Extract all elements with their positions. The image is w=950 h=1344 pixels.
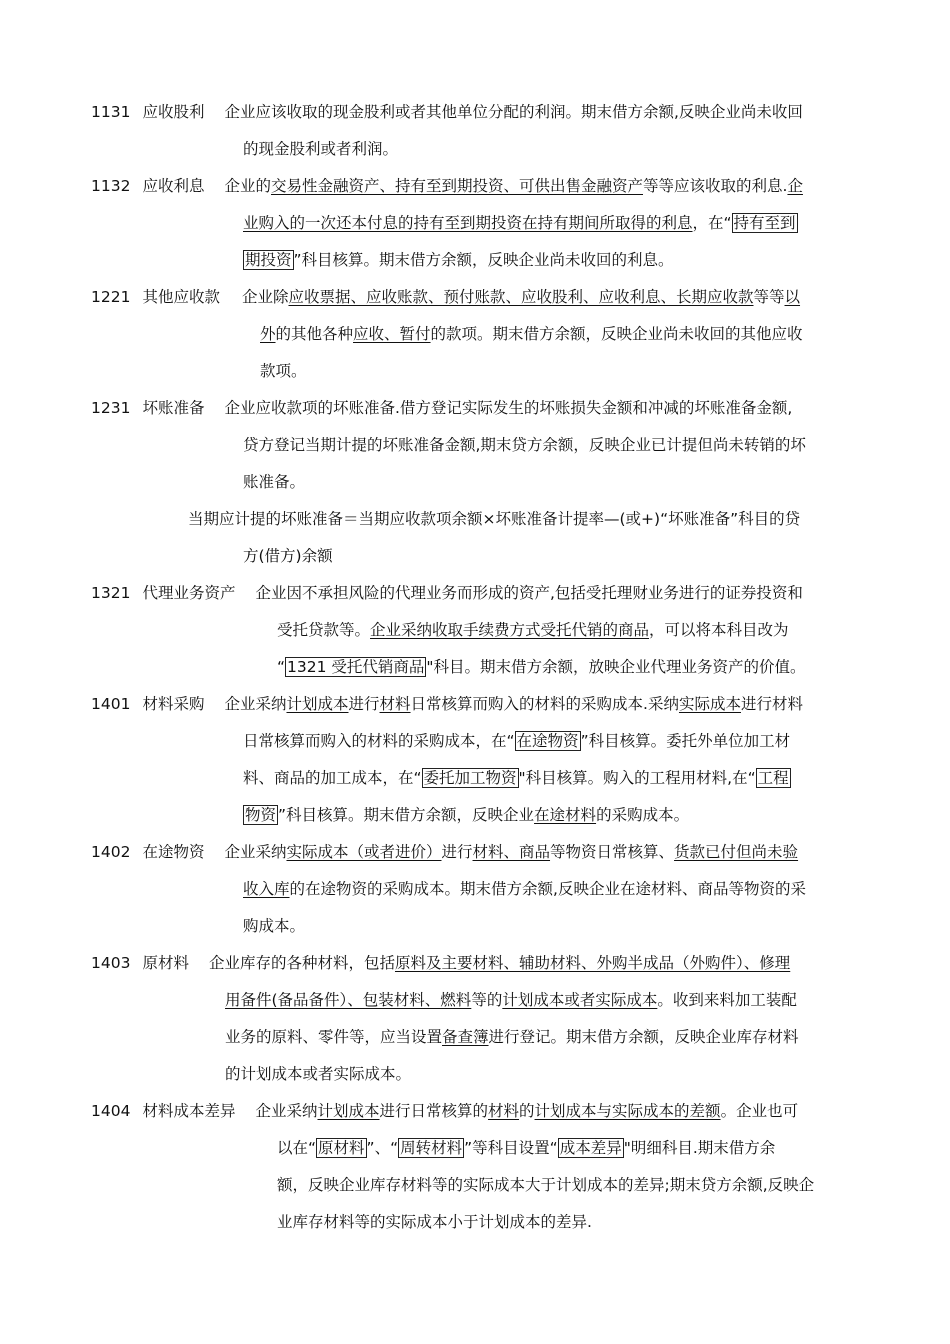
description-text: 业库存材料等的实际成本小于计划成本的差异. bbox=[277, 1213, 592, 1231]
underlined-term: 计划成本或者实际成本 bbox=[502, 991, 658, 1009]
description-text: 的采购成本。 bbox=[596, 806, 690, 824]
description-text: 购成本。 bbox=[243, 917, 306, 935]
description-text: 的计划成本或者实际成本。 bbox=[225, 1065, 412, 1083]
description-text: ”科目核算。期末借方余额，反映企业 bbox=[278, 806, 535, 824]
description-text: 企业除 bbox=[241, 288, 289, 306]
description-text: 企业采纳 bbox=[224, 843, 287, 861]
description-text: ”、“ bbox=[366, 1139, 399, 1157]
description-text: 。企业也可 bbox=[720, 1102, 799, 1120]
underlined-term: 材料 bbox=[379, 695, 411, 713]
description-text: 进行材料 bbox=[740, 695, 803, 713]
description-text: "科目。期末借方余额，放映企业代理业务资产的价值。 bbox=[426, 658, 806, 676]
underlined-term: 应收票据、应收账款、预付账款、应收股利、应收利息、长期应收款 bbox=[288, 288, 754, 306]
description-text: 料、商品的加工成本，在“ bbox=[243, 769, 422, 787]
description-text: 账准备。 bbox=[243, 473, 306, 491]
underlined-term: 应收、暂付 bbox=[353, 325, 431, 343]
boxed-term: 工程 bbox=[757, 769, 789, 787]
entry-1231 bbox=[91, 390, 861, 575]
boxed-term: 持有至到 bbox=[733, 214, 796, 232]
boxed-term: 周转材料 bbox=[400, 1139, 463, 1157]
description-text: 受托贷款等。 bbox=[277, 621, 371, 639]
description-text: 额，反映企业库存材料等的实际成本大于计划成本的差异;期末贷方余额,反映企 bbox=[277, 1176, 815, 1194]
description-text: 的 bbox=[519, 1102, 535, 1120]
underlined-term: 计划成本 bbox=[317, 1102, 380, 1120]
underlined-term: 计划成本与实际成本的差额 bbox=[534, 1102, 721, 1120]
underlined-term: 收入库 bbox=[243, 880, 290, 898]
account-code: 1402 bbox=[91, 843, 131, 861]
description-text: 企业的 bbox=[224, 177, 271, 195]
underlined-term: 企 bbox=[787, 177, 803, 195]
account-name: 其他应收款 bbox=[142, 288, 220, 306]
account-name: 应收股利 bbox=[142, 103, 205, 121]
formula-text: 当期应计提的坏账准备＝当期应收款项余额×坏账准备计提率—(或+)“坏账准备”科目的贷 bbox=[188, 510, 801, 528]
entry-1404 bbox=[91, 1093, 861, 1241]
underlined-term: 实际成本 bbox=[678, 695, 741, 713]
description-text: 日常核算而购入的材料的采购成本.采纳 bbox=[410, 695, 679, 713]
account-code: 1403 bbox=[91, 954, 131, 972]
description-text: 进行 bbox=[441, 843, 473, 861]
account-name: 坏账准备 bbox=[142, 399, 205, 417]
description-text: 以在“ bbox=[277, 1139, 317, 1157]
account-code: 1221 bbox=[91, 288, 131, 306]
description-text: "明细科目.期末借方余 bbox=[623, 1139, 776, 1157]
description-text: 进行 bbox=[348, 695, 380, 713]
description-text: “ bbox=[277, 658, 286, 676]
account-name: 原材料 bbox=[142, 954, 189, 972]
boxed-term: 委托加工物资 bbox=[423, 769, 517, 787]
underlined-term: 备查簿 bbox=[442, 1028, 489, 1046]
description-text: 进行登记。期末借方余额，反映企业库存材料 bbox=[488, 1028, 799, 1046]
description-text: 日常核算而购入的材料的采购成本，在“ bbox=[243, 732, 515, 750]
account-code: 1231 bbox=[91, 399, 131, 417]
description-text: 企业采纳 bbox=[224, 695, 287, 713]
boxed-term: 物资 bbox=[245, 806, 277, 824]
description-text: 企业应该收取的现金股利或者其他单位分配的利润。期末借方余额,反映企业尚未收回 bbox=[224, 103, 803, 121]
account-name: 应收利息 bbox=[142, 177, 205, 195]
description-text: "科目核算。购入的工程用材料,在“ bbox=[518, 769, 756, 787]
underlined-term: 材料、商品 bbox=[472, 843, 551, 861]
description-text: 进行日常核算的 bbox=[379, 1102, 489, 1120]
underlined-term: 原料及主要材料、辅助材料、外购半成品（外购件）、修理 bbox=[394, 954, 791, 972]
account-code: 1131 bbox=[91, 103, 131, 121]
entry-1321 bbox=[91, 575, 861, 686]
underlined-term: 计划成本 bbox=[286, 695, 349, 713]
underlined-term: 外 bbox=[260, 325, 276, 343]
boxed-term: 期投资 bbox=[245, 251, 292, 269]
underlined-term: 用备件(备品备件）、包装材料、燃料 bbox=[225, 991, 472, 1009]
underlined-term: 以 bbox=[784, 288, 801, 306]
account-code: 1321 bbox=[91, 584, 131, 602]
description-text: 贷方登记当期计提的坏账准备金额,期末贷方余额，反映企业已计提但尚未转销的坏 bbox=[243, 436, 806, 454]
description-text: 的款项。期末借方余额，反映企业尚未收回的其他应收 bbox=[430, 325, 803, 343]
description-text: 。收到来料加工装配 bbox=[657, 991, 797, 1009]
account-name: 在途物资 bbox=[142, 843, 205, 861]
description-text: 等等应该收取的利息. bbox=[643, 177, 788, 195]
description-text: ，可以将本科目改为 bbox=[649, 621, 789, 639]
underlined-term: 企业采纳收取手续费方式受托代销的商品 bbox=[370, 621, 650, 639]
underlined-term: 业购入的一次还本付息的持有至到期投资在持有期间所取得的利息 bbox=[243, 214, 693, 232]
underlined-term: 在途材料 bbox=[534, 806, 597, 824]
entry-1132 bbox=[91, 168, 861, 279]
boxed-term: 成本差异 bbox=[559, 1139, 622, 1157]
entry-1131 bbox=[91, 94, 861, 168]
description-text: ，在“ bbox=[692, 214, 732, 232]
description-text: 企业采纳 bbox=[255, 1102, 318, 1120]
description-text: 等等 bbox=[753, 288, 785, 306]
description-text: 等物资日常核算、 bbox=[550, 843, 675, 861]
description-text: ”科目核算。期末借方余额，反映企业尚未收回的利息。 bbox=[293, 251, 674, 269]
description-text: 款项。 bbox=[260, 362, 307, 380]
boxed-term: 原材料 bbox=[318, 1139, 365, 1157]
account-name: 代理业务资产 bbox=[142, 584, 236, 602]
entry-1401 bbox=[91, 686, 861, 834]
description-text: 等的 bbox=[471, 991, 503, 1009]
formula-text: 方(借方)余额 bbox=[243, 547, 333, 565]
account-code: 1401 bbox=[91, 695, 131, 713]
account-name: 材料成本差异 bbox=[142, 1102, 236, 1120]
description-text: 企业因不承担风险的代理业务而形成的资产,包括受托理财业务进行的证券投资和 bbox=[255, 584, 803, 602]
boxed-term: 在途物资 bbox=[516, 732, 579, 750]
description-text: 的其他各种 bbox=[275, 325, 354, 343]
boxed-term: 1321 受托代销商品 bbox=[287, 658, 425, 676]
underlined-term: 材料 bbox=[488, 1102, 520, 1120]
entry-1403 bbox=[91, 945, 861, 1093]
description-text: ”科目核算。委托外单位加工材 bbox=[580, 732, 791, 750]
entry-1402 bbox=[91, 834, 861, 945]
underlined-term: 交易性金融资产、持有至到期投资、可供出售金融资产 bbox=[270, 177, 643, 195]
account-name: 材料采购 bbox=[142, 695, 205, 713]
underlined-term: 实际成本（或者进价） bbox=[286, 843, 442, 861]
account-code: 1132 bbox=[91, 177, 131, 195]
entry-1221 bbox=[91, 279, 861, 390]
account-code: 1404 bbox=[91, 1102, 131, 1120]
underlined-term: 货款已付但尚未验 bbox=[674, 843, 799, 861]
description-text: 的在途物资的采购成本。期末借方余额,反映企业在途材料、商品等物资的采 bbox=[289, 880, 806, 898]
description-text: 业务的原料、零件等，应当设置 bbox=[225, 1028, 443, 1046]
description-text: 的现金股利或者利润。 bbox=[243, 140, 399, 158]
description-text: 企业应收款项的坏账准备.借方登记实际发生的坏账损失金额和冲减的坏账准备金额, bbox=[224, 399, 793, 417]
description-text: 企业库存的各种材料，包括 bbox=[208, 954, 395, 972]
description-text: ”等科目设置“ bbox=[464, 1139, 558, 1157]
